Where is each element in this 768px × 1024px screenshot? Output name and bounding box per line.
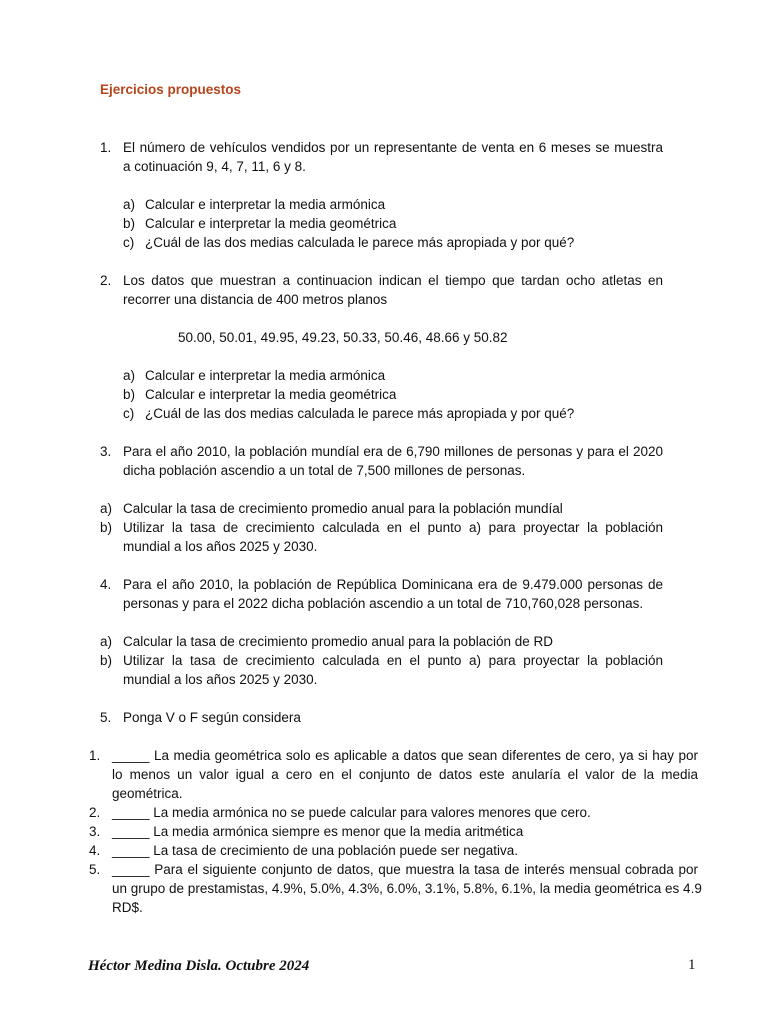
tf-item-5-line2: un grupo de prestamistas, 4.9%, 5.0%, 4.3%, 6.0%, 3.1%, 5.8%, 6.1%, la media geométrica es 4.9	[112, 881, 702, 896]
exercise-5-title: Ponga V o F según considera	[123, 710, 301, 725]
exercise-1a-text: Calcular e interpretar la media armónica	[145, 197, 386, 212]
exercise-5-number: 5.	[100, 710, 112, 725]
exercise-1b-text: Calcular e interpretar la media geométrica	[145, 216, 397, 231]
tf-item-1-line3: geométrica.	[112, 786, 183, 801]
exercise-1c-text: ¿Cuál de las dos medias calculada le parece más apropiada y por qué?	[145, 235, 575, 250]
tf-item-4-line1: _____ La tasa de crecimiento de una población puede ser negativa.	[112, 843, 519, 858]
exercise-3-number: 3.	[100, 444, 112, 459]
tf-item-5-number: 5.	[89, 862, 101, 877]
exercise-3b-label: b)	[100, 520, 113, 535]
exercise-2-number: 2.	[100, 273, 112, 288]
tf-item-3-number: 3.	[89, 824, 101, 839]
exercise-4a-label: a)	[100, 634, 113, 649]
exercise-2a-label: a)	[123, 368, 136, 383]
tf-item-1-line1: _____ La media geométrica solo es aplicable a datos que sean diferentes de cero, ya si hay por	[112, 748, 698, 763]
exercise-2b-label: b)	[123, 387, 136, 402]
exercise-3a-text: Calcular la tasa de crecimiento promedio anual para la población mundíal	[123, 501, 563, 516]
exercise-2-text-line2: recorrer una distancia de 400 metros planos	[123, 292, 388, 307]
exercise-2c-label: c)	[123, 406, 135, 421]
footer-author: Héctor Medina Disla. Octubre 2024	[88, 958, 310, 974]
exercise-2-data-values: 50.00, 50.01, 49.95, 49.23, 50.33, 50.46, 48.66 y 50.82	[178, 330, 508, 345]
exercise-4a-text: Calcular la tasa de crecimiento promedio anual para la población de RD	[123, 634, 553, 649]
exercise-1c-label: c)	[123, 235, 135, 250]
exercise-2b-text: Calcular e interpretar la media geométrica	[145, 387, 397, 402]
tf-item-5-line3: RD$.	[112, 900, 143, 915]
exercise-4-number: 4.	[100, 577, 112, 592]
exercise-4-text-line2: personas y para el 2022 dicha población ascendio a un total de 710,760,028 personas.	[123, 596, 644, 611]
tf-item-5-line1: _____ Para el siguiente conjunto de datos, que muestra la tasa de interés mensual cobrada por	[112, 862, 698, 877]
exercise-4b-text-line1: Utilizar la tasa de crecimiento calculada en el punto a) para proyectar la población	[123, 653, 663, 668]
exercise-4b-label: b)	[100, 653, 113, 668]
exercise-2a-text: Calcular e interpretar la media armónica	[145, 368, 386, 383]
exercise-1-number: 1.	[100, 140, 112, 155]
exercise-3-text-line2: dicha población ascendio a un total de 7,500 millones de personas.	[123, 463, 526, 478]
exercise-3b-text-line2: mundial a los años 2025 y 2030.	[123, 539, 318, 554]
exercise-1-text-line1: El número de vehículos vendidos por un representante de venta en 6 meses se muestra	[123, 140, 663, 155]
tf-item-2-number: 2.	[89, 805, 101, 820]
exercise-2-text-line1: Los datos que muestran a continuacion indican el tiempo que tardan ocho atletas en	[123, 273, 663, 288]
exercise-3-text-line1: Para el año 2010, la población mundíal era de 6,790 millones de personas y para el 2020	[123, 444, 663, 459]
tf-item-2-line1: _____ La media armónica no se puede calcular para valores menores que cero.	[112, 805, 591, 820]
section-heading: Ejercicios propuestos	[100, 82, 242, 97]
tf-item-4-number: 4.	[89, 843, 101, 858]
exercise-1a-label: a)	[123, 197, 136, 212]
tf-item-3-line1: _____ La media armónica siempre es menor que la media aritmética	[112, 824, 524, 839]
tf-item-1-line2: lo menos un valor igual a cero en el conjunto de datos este anularía el valor de la media	[112, 767, 698, 782]
exercise-1-text-line2: a cotinuación 9, 4, 7, 11, 6 y 8.	[123, 159, 306, 174]
exercise-2c-text: ¿Cuál de las dos medias calculada le parece más apropiada y por qué?	[145, 406, 575, 421]
exercise-3a-label: a)	[100, 501, 113, 516]
exercise-4b-text-line2: mundial a los años 2025 y 2030.	[123, 672, 318, 687]
exercise-4-text-line1: Para el año 2010, la población de República Dominicana era de 9.479.000 personas de	[123, 577, 663, 592]
exercise-3b-text-line1: Utilizar la tasa de crecimiento calculada en el punto a) para proyectar la población	[123, 520, 663, 535]
page-number: 1	[688, 957, 696, 973]
tf-item-1-number: 1.	[89, 748, 101, 763]
exercise-1b-label: b)	[123, 216, 136, 231]
